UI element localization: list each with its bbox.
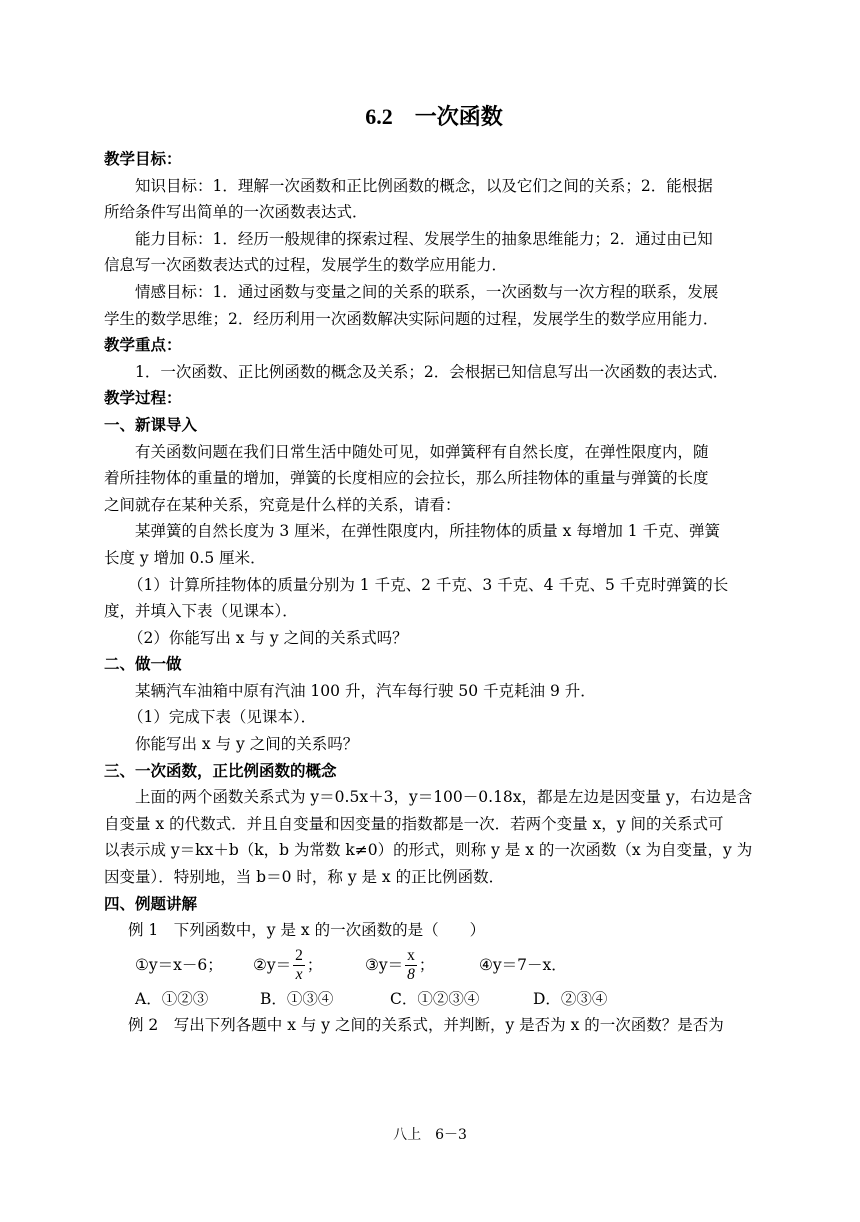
process-heading: 教学过程： [104,388,182,408]
paragraph: 某弹簧的自然长度为 3 厘米，在弹性限度内，所挂物体的质量 x 每增加 1 千克、弹簧 [135,522,721,541]
document-page [104,100,764,1039]
answer-a: A．①②③ [135,989,209,1008]
example-1-answers [104,986,764,1013]
page-title [104,100,764,142]
paragraph-cont: 着所挂物体的重量的增加，弹簧的长度相应的会拉长，那么所挂物体的重量与弹簧的长度 [104,469,709,488]
question-1: （1）完成下表（见课本）． [128,708,317,727]
paragraph: 有关函数问题在我们日常生活中随处可见，如弹簧秤有自然长度，在弹性限度内，随 [135,442,709,461]
fraction: $\frac{x}{8}$ [407,947,415,984]
example-1-options [104,944,764,986]
option-3: ③y＝ $\frac{x}{8}$ ； [365,947,435,984]
goal-emotion-cont: 学生的数学思维；2．经历利用一次函数解决实际问题的过程，发展学生的数学应用能力． [104,309,719,328]
fraction: $\frac{2}{x}$ [295,947,303,984]
paragraph-cont: 自变量 x 的代数式．并且自变量和因变量的指数都是一次．若两个变量 x，y 间的关系式可 [104,814,724,833]
goal-ability: 能力目标：1．经历一般规律的探索过程、发展学生的抽象思维能力；2．通过由已知 [135,229,713,248]
answer-d: D．②③④ [533,989,608,1008]
section-examples-heading: 四、例题讲解 [104,893,198,913]
paragraph-cont: 因变量）．特别地，当 b＝0 时，称 y 是 x 的正比例函数． [104,868,505,887]
question-1-cont: 度，并填入下表（见课本）． [104,602,298,621]
example-2: 例 2 写出下列各题中 x 与 y 之间的关系式，并判断，y 是否为 x 的一次函数？是否为 [128,1016,724,1035]
section-title: 一次函数 [414,104,503,130]
question-2: （2）你能写出 x 与 y 之间的关系式吗？ [128,628,408,647]
goal-knowledge: 知识目标：1．理解一次函数和正比例函数的概念，以及它们之间的关系；2．能根据 [135,176,713,195]
question-1: （1）计算所挂物体的质量分别为 1 千克、2 千克、3 千克、4 千克、5 千克时弹簧的长 [128,575,729,594]
section-number: 6.2 [365,104,393,129]
key-points-heading: 教学重点： [104,335,182,355]
key-points: 1．一次函数、正比例函数的概念及关系；2．会根据已知信息写出一次函数的表达式． [135,362,729,381]
goal-ability-cont: 信息写一次函数表达式的过程，发展学生的数学应用能力． [104,256,508,275]
paragraph: 某辆汽车油箱中原有汽油 100 升，汽车每行驶 50 千克耗油 9 升． [135,681,596,700]
option-2: ②y＝ $\frac{2}{x}$ ； [253,947,323,984]
section-try-heading: 二、做一做 [104,654,182,674]
section-intro-heading: 一、新课导入 [104,414,198,434]
paragraph-cont: 长度 y 增加 0.5 厘米． [104,548,266,567]
goal-emotion: 情感目标：1．通过函数与变量之间的关系的联系，一次函数与一次方程的联系，发展 [135,282,719,301]
section-concept-heading: 三、一次函数，正比例函数的概念 [104,760,337,780]
page-footer: 八上 6－3 [393,1127,467,1143]
paragraph-cont: 以表示成 y＝kx＋b（k，b 为常数 k≠0）的形式，则称 y 是 x 的一次函数（x 为自变量，y 为 [104,841,753,860]
answer-b: B．①③④ [260,989,334,1008]
paragraph: 上面的两个函数关系式为 y＝0.5x＋3，y＝100－0.18x，都是左边是因变量 y，右边是含 [135,788,753,807]
option-4: ④y＝7－x． [479,955,567,974]
paragraph-cont: 之间就存在某种关系，究竟是什么样的关系，请看： [104,495,461,514]
goals-heading: 教学目标： [104,149,182,168]
goal-knowledge-cont: 所给条件写出简单的一次函数表达式． [104,203,368,222]
answer-c: C．①②③④ [390,989,480,1008]
example-1: 例 1 下列函数中，y 是 x 的一次函数的是（ ） [128,921,486,940]
option-1: ①y＝x－6； [135,955,223,974]
question: 你能写出 x 与 y 之间的关系吗？ [135,735,359,754]
